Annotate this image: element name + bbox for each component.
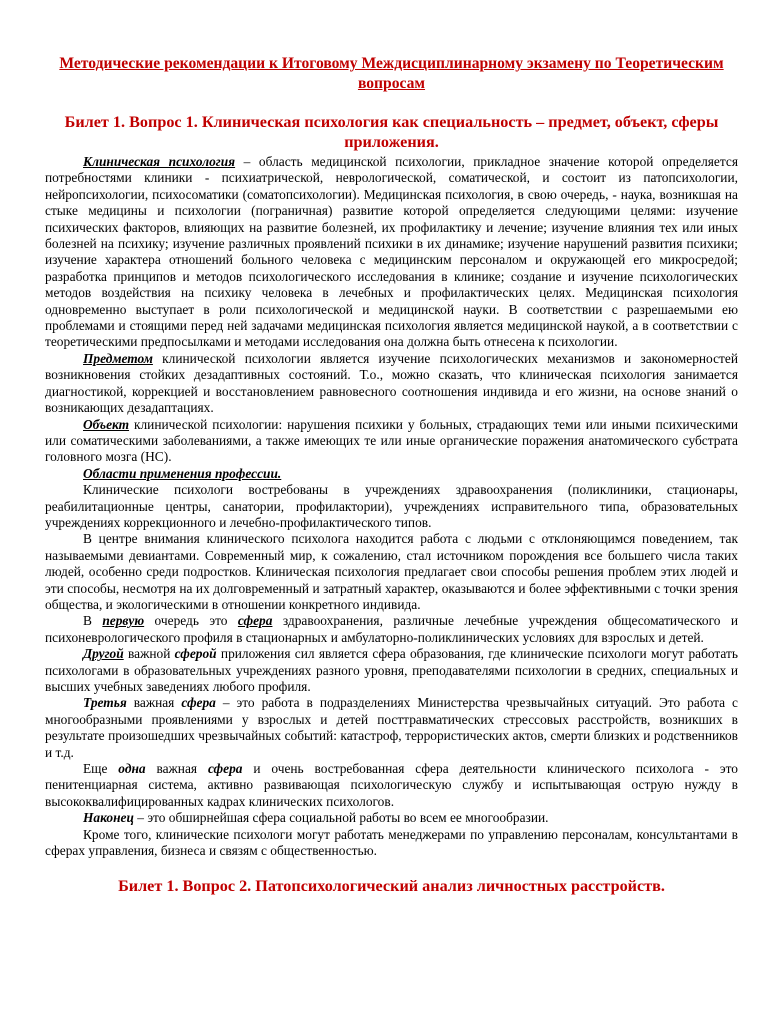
paragraph-management: Кроме того, клинические психологи могут работать менеджерами по управлению персоналам, консультантами в сферах управления, бизнеса и связям с общественностью.	[45, 826, 738, 859]
paragraph-clinical-psychology	[45, 154, 738, 351]
document-title: Методические рекомендации к Итоговому Междисциплинарному экзамену по Теоретическим вопросам	[59, 55, 724, 92]
term-object: Объект	[83, 416, 130, 432]
term-clinical-psychology: Клиническая психология	[83, 154, 236, 169]
text-run: В	[83, 613, 103, 629]
paragraph-deviants: В центре внимания клинического психолога находится работа с людьми с отклоняющимся поведением, так называемыми девиантами. Современный мир, к сожалению, стал источником порождения все большего числа таких людей, особенно среди подростков. Клиническая психология предлагает свои способы решения проблем этих людей и эти способы, несмотря на их долговременный и затратный характер, оказываются и более эффективными с точки зрения общества, и экологическими в отношении конкретного индивида.	[45, 531, 738, 612]
paragraph-text: приложения сил является сфера образования, где клинические психологи могут работать психологами в образовательных учреждениях разного уровня, преподавателями психологии в средних, специальных и высших учебных заведениях любого профиля.	[45, 646, 738, 694]
paragraph-demand: Клинические психологи востребованы в учреждениях здравоохранения (поликлиники, стационары, реабилитационные центры, санатории, профилактории), учреждениях исправительного типа, образовательных учреждениях коррекционного и лечебно-профилактического типов.	[45, 482, 738, 530]
paragraph-subject	[45, 351, 738, 417]
term-third: Третья	[83, 695, 127, 711]
text-run: очередь это	[144, 613, 238, 629]
paragraph-text: клинической психологии является изучение психологических механизмов и закономерностей возникновения стойких дезадаптивных состояний. Т.о., можно сказать, что клиническая психология занимается диагностикой, коррекцией и восстановлением равновесного соотношения индивида и его жизни, на основе знаний о возникающих дезадаптациях.	[45, 350, 738, 416]
paragraph-text: клинической психологии: нарушения психики у больных, страдающих теми или иными психическими или соматическими заболеваниями, а также имеющих те или иные органические поражения анатомического субстрата головного мозга (НС).	[45, 416, 738, 465]
paragraph-text: – это работа в подразделениях Министерства чрезвычайных ситуаций. Это работа с многообразными проявлениями у взрослых и детей посттравматических стрессовых расстройств, возникших в результате произошедших чрезвычайных событий: катастроф, террористических актов, смерти близких и родственников и т.д.	[45, 695, 738, 760]
paragraph-text: здравоохранения, различные лечебные учреждения общесоматического и психоневрологического профиля в стационарных и амбулаторно-поликлинических условиях для взрослых и детей.	[45, 613, 739, 645]
paragraph-text: – область медицинской психологии, прикладное значение которой определяется потребностями клиники - психиатрической, неврологической, соматической, и состоит из патопсихологии, нейропсихологии, психосоматики (соматопсихологии). Медицинская психология, в свою очередь, - наука, возникшая на стыке медицины и психологии (пограничная) развитие которой определяется следующими целями: изучение психических факторов, влияющих на развитие болезней, их профилактику и лечение; изучение влияния тех или иных болезней на психику; изучение различных проявлений психики в их динамике; изучение нарушений развития психики; изучение характера отношений больного человека с медицинским персоналом и окружающей его микросредой; разработка принципов и методов психологического исследования в клинике; создание и изучение психологических методов воздействия на психику человека в лечебных и профилактических целях. Медицинская психология одновременно выступает в роли психологической и медицинской науки. В соответствии с разрешаемыми ею проблемами и стоящими перед ней задачами медицинская психология является медицинской наукой, а в соответствии с теоретическими предпосылками и методами исследования она должна быть отнесена к психологии.	[45, 154, 738, 350]
paragraph-application-heading	[45, 466, 738, 482]
application-areas-heading: Области применения профессии.	[83, 465, 282, 481]
term-subject: Предметом	[83, 350, 153, 366]
text-run: Еще	[83, 761, 119, 777]
term-sphere: сфера	[181, 695, 216, 711]
term-other: Другой	[83, 646, 124, 662]
term-sphere: сфера	[207, 761, 243, 777]
text-run: важной	[123, 646, 175, 662]
paragraph-penitentiary-sphere	[45, 761, 738, 810]
paragraph-first-sphere	[45, 613, 738, 646]
ticket-1-question-1-title: Билет 1. Вопрос 1. Клиническая психология как специальность – предмет, объект, сферы приложения.	[64, 113, 719, 151]
text-run: важная	[126, 695, 182, 711]
term-one: одна	[118, 761, 146, 777]
paragraph-object	[45, 417, 738, 466]
paragraph-third-sphere	[45, 695, 738, 761]
term-first: первую	[102, 613, 145, 629]
term-sphere: сфера	[237, 613, 273, 629]
term-finally: Наконец	[83, 810, 134, 826]
ticket-1-question-2-title: Билет 1. Вопрос 2. Патопсихологический анализ личностных расстройств.	[118, 877, 665, 896]
text-run: важная	[145, 761, 208, 777]
term-sphere: сферой	[174, 646, 217, 662]
paragraph-text: и очень востребованная сфера деятельности клинического психолога - это пенитенциарная система, активно развивающая психологическую службу и испытывающая острую нужду в высококвалифицированных кадрах клинических психологов.	[45, 761, 738, 809]
paragraph-second-sphere	[45, 646, 738, 695]
paragraph-text: – это обширнейшая сфера социальной работы во всем ее многообразии.	[133, 810, 549, 826]
paragraph-social-work	[45, 810, 738, 826]
